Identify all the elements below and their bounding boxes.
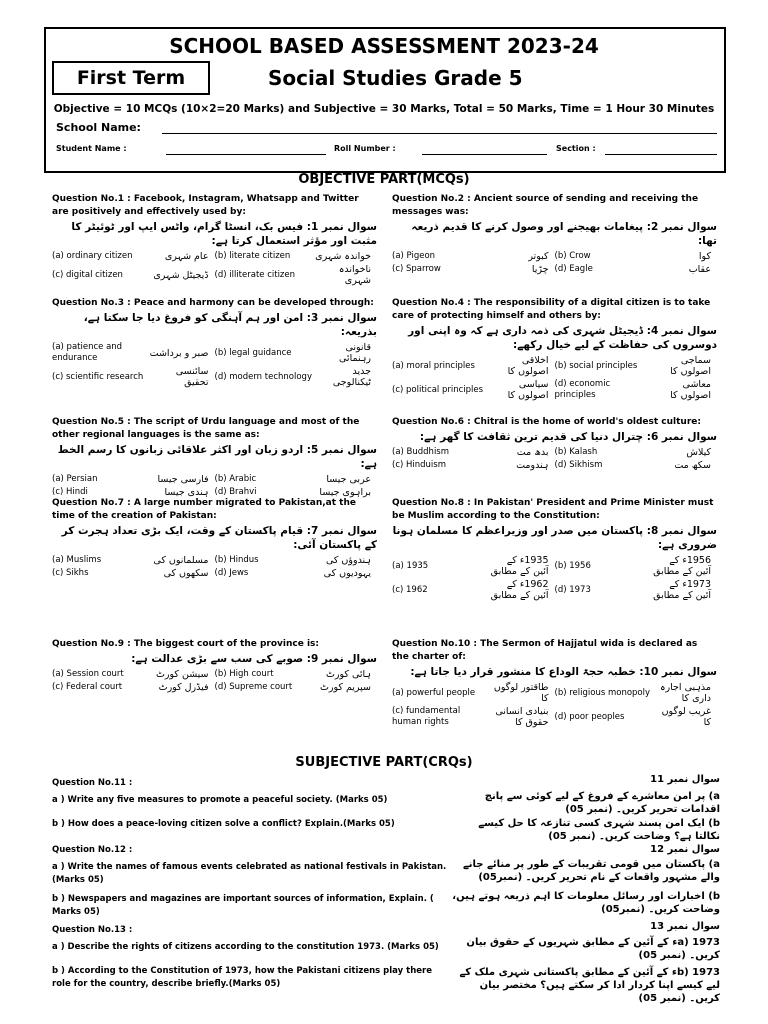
option-en[interactable]: (c) Hindi [52, 487, 88, 497]
term-label: First Term [52, 61, 210, 95]
option-ur: کوا [698, 251, 711, 262]
option-en[interactable]: (b) social principles [554, 360, 638, 371]
question-text-en: Question No.7 : A large number migrated to Pakistan,at the time of the creation of Pakistan: [52, 498, 356, 521]
page-title: SCHOOL BASED ASSESSMENT 2023-24 [169, 34, 599, 58]
option-en[interactable]: (d) Supreme court [214, 682, 293, 692]
option-en[interactable]: (d) modern technology [214, 371, 312, 382]
option-ur: سکھ مت [674, 460, 711, 471]
option-en[interactable]: (a) 1935 [392, 560, 429, 571]
option-ur: کیلاش [686, 447, 711, 458]
question-text-ur: سوال نمبر 4: ڈیجیٹل شہری کی ذمہ داری ہے کہ وہ اپنی اور دوسروں کی حفاظت کے لیے خیال رکھے: [408, 325, 717, 351]
crq-line-en: b ) How does a peace-loving citizen solve a conflict? Explain.(Marks 05) [52, 819, 395, 829]
option-en[interactable]: (d) Sikhism [554, 460, 603, 470]
school-name-field[interactable] [162, 133, 717, 134]
option-ur: عربی جیسا [326, 474, 371, 485]
subject-title: Social Studies Grade 5 [268, 66, 523, 90]
option-ur: طاقتور لوگوں کا [493, 682, 549, 704]
options-table [392, 250, 717, 276]
objective-heading: OBJECTIVE PART(MCQs) [298, 172, 470, 187]
crq-line-en: b ) According to the Constitution of 1973, how the Pakistani citizens play there role for the country, describe briefly.(Marks 05) [52, 966, 432, 989]
mcq-question-3 [52, 297, 377, 389]
mcq-question-2 [392, 193, 717, 276]
mcq-question-8 [392, 497, 717, 602]
option-en[interactable]: (a) Muslims [52, 555, 102, 565]
option-ur: براہوی جیسا [319, 487, 371, 498]
subjective-heading: SUBJECTIVE PART(CRQs) [295, 755, 473, 770]
option-en[interactable]: (b) legal guidance [214, 347, 292, 358]
question-text-ur: سوال نمبر 9: صوبے کی سب سے بڑی عدالت ہے: [131, 653, 377, 665]
student-name-field[interactable] [166, 154, 326, 155]
option-en[interactable]: (a) Persian [52, 474, 98, 484]
option-ur: عقاب [688, 264, 711, 275]
option-en[interactable]: (c) Sparrow [392, 264, 441, 274]
option-ur: غریب لوگوں کا [661, 706, 711, 728]
section-field[interactable] [605, 154, 717, 155]
crq-line-ur: b) ایک امن پسند شہری کسی تنازعہ کا حل کیسے نکالتا ہے؟ وضاحت کریں۔ (نمبر 05) [478, 818, 720, 842]
option-en[interactable]: (d) illiterate citizen [214, 269, 296, 280]
option-ur: قانونی رہنمائی [339, 342, 371, 364]
option-en[interactable]: (b) High court [214, 669, 274, 679]
option-en[interactable]: (a) Pigeon [392, 251, 436, 261]
question-text-en: Question No.2 : Ancient source of sending and receiving the messages was: [392, 194, 699, 217]
option-ur: سماجی اصولوں کا [670, 355, 711, 377]
crq-line-ur: a) پاکستان میں قومی تقریبات کے طور پر منائے جانے والے مشہور واقعات کے نام تحریر کریں۔ (نمبر05) [462, 859, 720, 883]
question-text-ur: سوال نمبر 3: امن اور ہم آہنگی کو فروغ دیا جا سکتا ہے، بذریعہ: [83, 312, 377, 338]
question-text-ur: سوال نمبر 6: چترال دنیا کی قدیم ترین ثقافت کا گھر ہے: [419, 431, 717, 443]
crq-line-ur: b) 1973ء کے آئین کے مطابق پاکستانی شہری ملک کے لیے کیسے اپنا کردار ادا کر سکتے ہیں؟ مختصر بیان کریں۔ (نمبر 05) [459, 967, 720, 1004]
option-ur: ناخواندہ شہری [338, 264, 371, 286]
option-ur: ہندی جیسا [164, 487, 209, 498]
crq-line-ur: a) 1973ء کے آئین کے مطابق شہریوں کے حقوق بیان کریں۔ (نمبر 05) [466, 937, 720, 961]
option-ur: 1935ء کے آئین کے مطابق [490, 555, 549, 577]
options-table [392, 446, 717, 472]
school-name-label: School Name: [56, 121, 141, 134]
options-table [392, 681, 717, 729]
crq-line-ur: a) پر امن معاشرے کے فروغ کے لیے کوئی سے پانچ اقدامات تحریر کریں۔ (نمبر 05) [484, 791, 720, 815]
crq-line-en: Question No.11 : [52, 778, 133, 788]
question-text-ur: سوال نمبر 7: قیام پاکستان کے وقت، ایک بڑی تعداد ہجرت کر کے پاکستان آئی: [61, 525, 377, 551]
option-en[interactable]: (d) Eagle [554, 264, 593, 274]
option-ur: ہائی کورٹ [325, 669, 371, 680]
option-ur: خواندہ شہری [315, 251, 371, 262]
option-en[interactable]: (c) fundamental human rights [392, 706, 461, 727]
option-en[interactable]: (a) patience and endurance [52, 342, 123, 363]
option-ur: اخلاقی اصولوں کا [507, 355, 549, 377]
crq-line-ur: سوال نمبر 11 [650, 774, 720, 785]
option-en[interactable]: (b) Arabic [214, 474, 257, 484]
option-ur: ڈیجیٹل شہری [153, 269, 209, 281]
option-en[interactable]: (d) poor peoples [554, 711, 625, 722]
option-ur: عام شہری [164, 251, 209, 262]
mcq-question-6 [392, 416, 717, 472]
question-text-en: Question No.9 : The biggest court of the province is: [52, 639, 319, 649]
option-ur: کبوتر [528, 251, 549, 262]
crq-line-ur: سوال نمبر 13 [650, 921, 720, 932]
mcq-question-7 [52, 497, 377, 580]
crq-line-en: Question No.12 : [52, 845, 133, 855]
option-en[interactable]: (c) 1962 [392, 584, 428, 595]
option-ur: بدھ مت [516, 447, 549, 458]
option-ur: 1956ء کے آئین کے مطابق [653, 555, 711, 577]
option-en[interactable]: (a) Session court [52, 669, 124, 679]
options-table [392, 554, 717, 602]
option-ur: بنیادی انسانی حقوق کا [495, 706, 549, 728]
question-text-en: Question No.5 : The script of Urdu language and most of the other regional languages is the same as: [52, 417, 360, 440]
option-ur: ہندوؤں کی [325, 555, 371, 566]
option-ur: مذہبی اجارہ داری کا [659, 682, 711, 704]
option-ur: چڑیا [531, 264, 549, 275]
option-ur: فیڈرل کورٹ [158, 682, 209, 693]
question-text-ur: سوال نمبر 10: خطبہ حجۃ الوداع کا منشور قرار دیا جاتا ہے: [410, 666, 717, 678]
student-name-label: Student Name : [56, 144, 127, 153]
marks-line: Objective = 10 MCQs (10×2=20 Marks) and Subjective = 30 Marks, Total = 50 Marks, Time = 1 Hour 30 Minutes [53, 103, 715, 115]
question-text-en: Question No.10 : The Sermon of Hajjatul wida is declared as the charter of: [392, 639, 698, 662]
option-en[interactable]: (a) Buddhism [392, 447, 450, 457]
option-en[interactable]: (d) Jews [214, 568, 249, 578]
mcq-question-5 [52, 416, 377, 499]
option-en[interactable]: (b) literate citizen [214, 251, 291, 261]
question-text-en: Question No.8 : In Pakistan' President and Prime Minister must be Muslim according to the Constitution: [392, 498, 714, 521]
options-table [52, 341, 377, 389]
option-en[interactable]: (a) moral principles [392, 360, 475, 371]
options-table [52, 668, 377, 694]
option-ur: معاشی اصولوں کا [670, 379, 711, 401]
option-ur: جدید ٹیکنالوجی [332, 366, 371, 388]
option-en[interactable]: (a) ordinary citizen [52, 251, 133, 261]
option-ur: سیشن کورٹ [155, 669, 209, 680]
option-ur: مسلمانوں کی [153, 555, 209, 566]
crq-line-ur: سوال نمبر 12 [650, 844, 720, 855]
options-table [52, 554, 377, 580]
crq-line-en: a ) Write the names of famous events celebrated as national festivals in Pakistan. (Marks 05) [52, 862, 447, 885]
question-text-ur: سوال نمبر 2: پیغامات بھیجنے اور وصول کرنے کا قدیم ذریعہ تھا: [411, 221, 717, 247]
option-en[interactable]: (a) powerful people [392, 687, 476, 698]
option-en[interactable]: (c) scientific research [52, 371, 144, 382]
option-ur: یہودیوں کی [323, 568, 371, 579]
option-en[interactable]: (b) Crow [554, 251, 591, 261]
option-en[interactable]: (c) Sikhs [52, 568, 89, 578]
question-text-en: Question No.4 : The responsibility of a digital citizen is to take care of protecting himself and others by: [392, 298, 711, 321]
option-ur: 1973ء کے آئین کے مطابق [653, 579, 711, 601]
question-text-en: Question No.3 : Peace and harmony can be developed through: [52, 298, 374, 308]
option-en[interactable]: (b) religious monopoly [554, 687, 651, 698]
option-en[interactable]: (b) Kalash [554, 447, 598, 457]
options-table [52, 250, 377, 287]
option-en[interactable]: (b) 1956 [554, 560, 591, 571]
option-ur: سیاسی اصولوں کا [507, 379, 549, 401]
crq-line-en: b ) Newspapers and magazines are important sources of information, Explain. ( Marks 05) [52, 894, 434, 917]
question-text-ur: سوال نمبر 8: پاکستان میں صدر اور وزیراعظم کا مسلمان ہونا ضروری ہے: [392, 525, 717, 551]
option-en[interactable]: (d) 1973 [554, 584, 591, 595]
option-ur: 1962ء کے آئین کے مطابق [490, 579, 549, 601]
option-ur: فارسی جیسا [157, 474, 209, 485]
crq-line-en: a ) Describe the rights of citizens according to the constitution 1973. (Marks 05) [52, 942, 439, 952]
options-table [52, 473, 377, 499]
mcq-question-10 [392, 638, 717, 729]
option-en[interactable]: (b) Hindus [214, 555, 259, 565]
option-en[interactable]: (c) Federal court [52, 682, 123, 692]
option-ur: سکھوں کی [163, 568, 209, 579]
crq-line-en: a ) Write any five measures to promote a peaceful society. (Marks 05) [52, 795, 388, 805]
option-ur: سائنسی تحقیق [175, 366, 209, 388]
roll-number-field[interactable] [422, 154, 547, 155]
question-text-en: Question No.1 : Facebook, Instagram, Whatsapp and Twitter are positively and effectively used by: [52, 194, 359, 217]
crq-line-en: Question No.13 : [52, 925, 133, 935]
option-en[interactable]: (d) Brahvi [214, 487, 257, 497]
mcq-question-9 [52, 638, 377, 694]
mcq-question-4 [392, 297, 717, 402]
option-ur: سپریم کورٹ [319, 682, 371, 693]
crq-line-ur: b) اخبارات اور رسائل معلومات کا اہم ذریعہ ہوتے ہیں، وضاحت کریں۔ (نمبر05) [452, 891, 720, 915]
question-text-ur: سوال نمبر 1: فیس بک، انسٹا گرام، واٹس ایپ اور ٹوئیٹر کا مثبت اور مؤثر استعمال کرتا ہے: [71, 221, 377, 247]
mcq-question-1 [52, 193, 377, 287]
option-en[interactable]: (c) political principles [392, 384, 484, 395]
option-ur: صبر و برداشت [149, 347, 209, 359]
option-en[interactable]: (d) economic principles [554, 379, 611, 400]
option-en[interactable]: (c) Hinduism [392, 460, 447, 470]
question-text-en: Question No.6 : Chitral is the home of world's oldest culture: [392, 417, 701, 427]
options-table [392, 354, 717, 402]
question-text-ur: سوال نمبر 5: اردو زبان اور اکثر علاقائی زبانوں کا رسم الخط ہے: [57, 444, 377, 470]
roll-number-label: Roll Number : [334, 144, 396, 153]
section-label: Section : [556, 144, 596, 153]
option-ur: ہندومت [516, 460, 549, 471]
option-en[interactable]: (c) digital citizen [52, 269, 123, 280]
